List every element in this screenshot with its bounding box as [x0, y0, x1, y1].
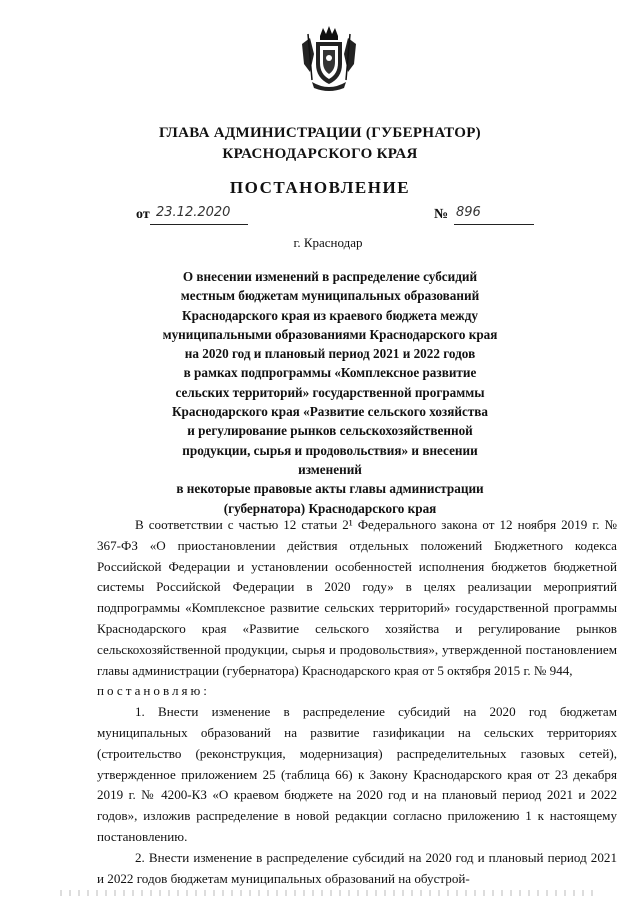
resolution-word-line [97, 681, 617, 702]
subject-line: О внесении изменений в распределение субсидий [182, 269, 478, 284]
number-underline [454, 204, 534, 225]
subject-line: местным бюджетам муниципальных образований [180, 288, 480, 304]
date-underline [150, 204, 248, 225]
scan-noise [60, 890, 600, 896]
subject-line: Краснодарского края «Развитие сельского хозяйства [171, 404, 489, 420]
subject-line: на 2020 год и плановый период 2021 и 2022 годов [184, 346, 476, 362]
date-prefix: от [136, 207, 150, 222]
subject-line: продукции, сырья и продовольствия» и внесении изменений [182, 442, 478, 477]
issuer-line-1: ГЛАВА АДМИНИСТРАЦИИ (ГУБЕРНАТОР) [159, 125, 481, 141]
subject-line: в рамках подпрограммы «Комплексное развитие [183, 365, 477, 381]
coat-of-arms-icon [296, 24, 362, 94]
resolution-word: постановляю: [97, 683, 210, 699]
paragraph-preamble [97, 515, 617, 681]
date-value: 23.12.2020 [156, 205, 231, 220]
paragraph-item-2: 2. Внести изменение в распределение субсидий на 2020 год и плановый период 2021 и 2022 годов бюджетам муниципальных образований на обустрой- [97, 849, 617, 886]
subject-line: муниципальными образованиями Краснодарского края [162, 326, 498, 342]
paragraph-item-1: 1. Внести изменение в распределение субсидий на 2020 год бюджетам муниципальных образований на развитие газификации на сельских территориях (строительство (реконструкция, модернизация) распределительных газовых сетей), утвержденное приложением 25 (таблица 66) к Закону Краснодарского края от 23 декабря 2019 г. № 4200-КЗ «О краевом бюджете на 2020 год и на плановый период 2021 и 2022 годов», изложив распределение в новой редакции согласно приложению 1 к настоящему постановлению. [97, 704, 617, 844]
number-value: 896 [456, 205, 481, 220]
number-prefix: № [434, 207, 449, 222]
preamble-text: В соответствии с частью 12 статьи 2¹ Федерального закона от 12 ноября 2019 г. № 367-ФЗ «О приостановлении действия отдельных положений Бюджетного кодекса Российской Федерации и установлении особенностей исполнения бюджетов бюджетной системы Российской Федерации в 2020 году» в целях реализации мероприятий подпрограммы «Комплексное развитие сельских территорий» государственной программы Краснодарского края «Развитие сельского хозяйства и регулирование рынков сельскохозяйственной продукции, сырья и продовольствия», утвержденной постановлением главы администрации (губернатора) Краснодарского края от 5 октября 2015 г. № 944, [97, 517, 617, 678]
subject-line: (губернатора) Краснодарского края [223, 500, 437, 516]
city: г. Краснодар [293, 235, 363, 250]
issuer-line-2: КРАСНОДАРСКОГО КРАЯ [222, 146, 418, 162]
subject-line: Краснодарского края из краевого бюджета между [182, 307, 478, 323]
subject-line: в некоторые правовые акты главы администрации [176, 481, 484, 497]
subject-line: и регулирование рынков сельскохозяйственной [187, 423, 473, 439]
document-type: ПОСТАНОВЛЕНИЕ [229, 178, 411, 197]
document-body [97, 515, 617, 889]
subject-line: сельских территорий» государственной программы [175, 384, 485, 400]
document-subject [150, 267, 510, 518]
